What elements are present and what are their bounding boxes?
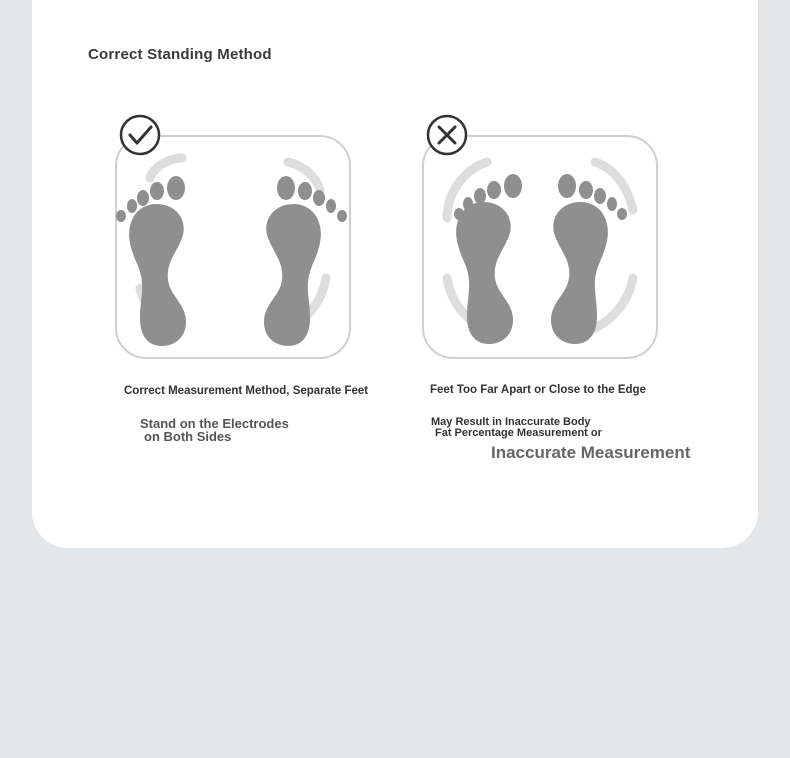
electrode-top-left [150, 158, 182, 178]
correct-method-heading: Correct Measurement Method, Separate Feet [124, 385, 369, 397]
incorrect-scale-illustration [417, 110, 667, 365]
left-foot-icon [116, 176, 186, 346]
right-foot-icon [264, 176, 347, 346]
correct-scale-illustration [110, 110, 360, 365]
scale-outline [423, 136, 657, 358]
correct-description-line1: Stand on the Electrodes [140, 416, 289, 431]
correct-method-description [140, 417, 289, 443]
page-title: Correct Standing Method [88, 46, 272, 63]
inaccurate-measurement-warning: Inaccurate Measurement [491, 443, 691, 462]
incorrect-method-description [431, 417, 602, 439]
incorrect-method-heading: Feet Too Far Apart or Close to the Edge [430, 384, 646, 396]
incorrect-description-line2: Fat Percentage Measurement or [435, 427, 602, 439]
incorrect-description-line1: May Result in Inaccurate Body [431, 416, 591, 428]
electrode-bottom-right [595, 278, 633, 328]
check-circle-icon [121, 116, 159, 154]
x-circle-icon [428, 116, 466, 154]
correct-description-line2: on Both Sides [144, 429, 232, 444]
